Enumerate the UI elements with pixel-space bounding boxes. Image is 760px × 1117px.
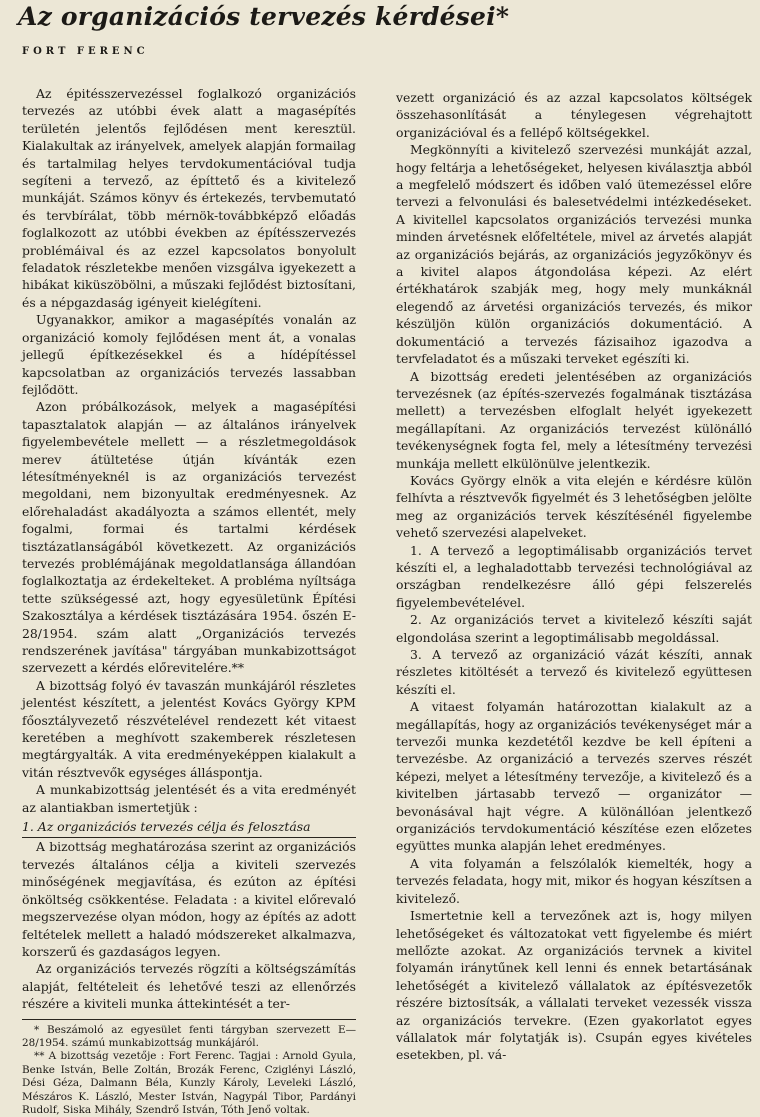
paragraph: A bizottság folyó év tavaszán munkájáról részletes jelentést készített, a jelentést Kovács György KPM főosztályvezető részvételével rendezett két vitaest keretében a meghívott szakemberek részletesen megtárgyalták. A vita eredményeképpen kialakult a vitán résztvevők egységes álláspontja. <box>22 677 356 780</box>
list-item: 1. A tervező a legoptimálisabb organizációs tervet készíti el, a leghaladottabb tervezési technológiával az országban rendelkezésre álló gépi felszerelés figyelembevételével. <box>396 542 752 610</box>
article-author: FORT FERENC <box>22 46 149 57</box>
list-item: 2. Az organizációs tervet a kivitelező készíti saját elgondolása szerint a legoptimálisabb megoldással. <box>396 612 752 645</box>
paragraph: A bizottság meghatározása szerint az organizációs tervezés általános célja a kiviteli szervezés minőségének megjavítása, és ezúton az építési önköltség csökkentése. Feladata : a kivitel előrevaló megszervezése olyan módon, hogy az építés az adott feltételek mellett a haladó módszereket alkalmazva, korszerű és gazdaságos legyen. <box>22 839 356 959</box>
paragraph: A vitaest folyamán határozottan kialakult az a megállapítás, hogy az organizációs tevékenységet már a tervezői munka kezdetétől kezdve be kell építeni a tervezésbe. Az organizáció a tervezés szerves részét képezi, melyet a létesítmény tervezője, a kivitelező és a kivitelben jártasabb tervező — organizátor — bevonásával hajt végre. A különállóan jelentkező organizációs tervdokumentáció készítése ezen előzetes együttes munka alapján lehet eredményes. <box>396 699 752 854</box>
paragraph: A munkabizottság jelentését és a vita eredményét az alantiakban ismertetjük : <box>22 782 356 815</box>
footnote: ** A bizottság vezetője : Fort Ferenc. Tagjai : Arnold Gyula, Benke István, Belle Zoltán, Brozák Ferenc, Cziglényi László, Dési Géza, Dalmann Béla, Kunzly Károly, Leveleki László, Mészáros K. László, Mester István, Nagypál Tibor, Pardányi Rudolf, Siska Mihály, Szendrő István, Tóth Jenő voltak. <box>22 1050 356 1116</box>
paragraph: Az organizációs tervezés rögzíti a költségszámítás alapját, feltételeit és lehetővé teszi az ellenőrzés részére a kiviteli munka áttekintését a ter- <box>22 961 356 1012</box>
footnotes <box>22 1019 356 1117</box>
paragraph: Az épitésszervezéssel foglalkozó organizációs tervezés az utóbbi évek alatt a magasépítés területén jelentős fejlődésen ment keresztül. Kialakultak az irányelvek, amelyek alapján formailag és tartalmilag helyes tervdokumentációval tudja segíteni a tervező, az építtető és a kivitelező munkáját. Számos könyv és értekezés, tervbemutató és tervbírálat, több mérnök-továbbképző előadás foglalkozott az utóbbi években az építésszervezés problémáival és az ezzel kapcsolatos bonyolult feladatok részletekbe menően vizsgálva igyekezett a hibákat kiküszöbölni, a műszaki fejlődést biztosítani, és a népgazdaság igényeit kielégíteni. <box>22 86 356 310</box>
paragraph: A bizottság eredeti jelentésében az organizációs tervezésnek (az építés-szervezés fogalmának tisztázása mellett) a tervezésben elfoglalt helyét igyekezett megállapítani. Az organizációs tervezést különálló tevékenységnek fogta fel, mely a létesítmény tervezési munkája mellett elkülönülve jelentkezik. <box>396 368 752 471</box>
left-column <box>22 85 356 1117</box>
paragraph: Azon próbálkozások, melyek a magasépítési tapasztalatok alapján — az általános irányelvek figyelembevétele mellett — a részletmegoldások merev átültetése útján kívánták ezen létesítményeknél is az organizációs tervezést megoldani, nem bizonyultak eredményesnek. Az előrehaladást akadályozta a számos ellentét, mely fogalmi, formai és tartalmi kérdések tisztázatlanságából következett. Az organizációs tervezés problémájának megoldatlansága állandóan foglalkoztatja az érdekelteket. A probléma nyíltsága tette szükségessé azt, hogy egyesületünk Építési Szakosztálya a kérdések tisztázására 1954. őszén E-28/1954. szám alatt „Organizációs tervezés rendszerének javítása" tárgyában munkabizottságot szervezett a kérdés előrevitelére.** <box>22 399 356 676</box>
right-column <box>396 89 752 1064</box>
paragraph-continuation: vezett organizáció és az azzal kapcsolatos költségek összehasonlítását a ténylegesen végrehajtott organizációval és a fellépő költségekkel. <box>396 90 752 140</box>
paragraph: A vita folyamán a felszólalók kiemelték, hogy a tervezés feladata, hogy mit, mikor és hogyan készítsen a kivitelező. <box>396 855 752 906</box>
paragraph: Megkönnyíti a kivitelező szervezési munkáját azzal, hogy feltárja a lehetőségeket, helyesen kiválasztja abból a megfelelő módszert és időben való ütemezéssel előre tervezi a felvonulási és balesetvédelmi intézkedéseket. A kivitellel kapcsolatos organizációs tervezési munka minden árvetésnek előfeltétele, mivel az árvetés alapját az organizációs bejárás, az organizációs jegyzőkönyv és a kivitel alapos átgondolása képezi. Az elért értékhatárok szabják meg, hogy mely munkáknál elegendő az árvetési organizációs tervezés, és mikor készüljön külön organizációs dokumentáció. A dokumentáció a tervezés fázisaihoz igazodva a tervfeladatot és a műszaki terveket egészíti ki. <box>396 142 752 367</box>
article-title: Az organizációs tervezés kérdései* <box>18 2 510 31</box>
paragraph: Ismertetnie kell a tervezőnek azt is, hogy milyen lehetőségeket és változatokat vett figyelembe és miért mellőzte azokat. Az organizációs tervnek a kivitel folyamán iránytűnek kell lenni és ennek betartásának lehetőségét a kivitelező vállalatok az építésvezetők részére biztosítsák, a vállalati terveket vezessék vissza az organizációs tervekre. (Ezen gyakorlatot egyes vállalatok már folytatják is). Csupán egyes kivételes esetekben, pl. vá- <box>396 908 752 1063</box>
list-item: 3. A tervező az organizáció vázát készíti, annak részletes kitöltését a tervező és kivitelező együttesen készíti el. <box>396 647 752 697</box>
footnote: * Beszámoló az egyesület fenti tárgyban szervezett E—28/1954. számú munkabizottság munkájáról. <box>22 1023 356 1049</box>
paragraph: Ugyanakkor, amikor a magasépítés vonalán az organizáció komoly fejlődésen ment át, a vonalas jellegű építkezésekkel és a hídépítéssel kapcsolatban az organizációs tervezés lassabban fejlődött. <box>22 312 356 397</box>
section-heading: 1. Az organizációs tervezés célja és felosztása <box>22 818 356 838</box>
paragraph: Kovács György elnök a vita elején e kérdésre külön felhívta a résztvevők figyelmét és 3 lehetőségben jelölte meg az organizációs tervek készítésénél figyelembe vehető szervezési alapelveket. <box>396 472 752 541</box>
